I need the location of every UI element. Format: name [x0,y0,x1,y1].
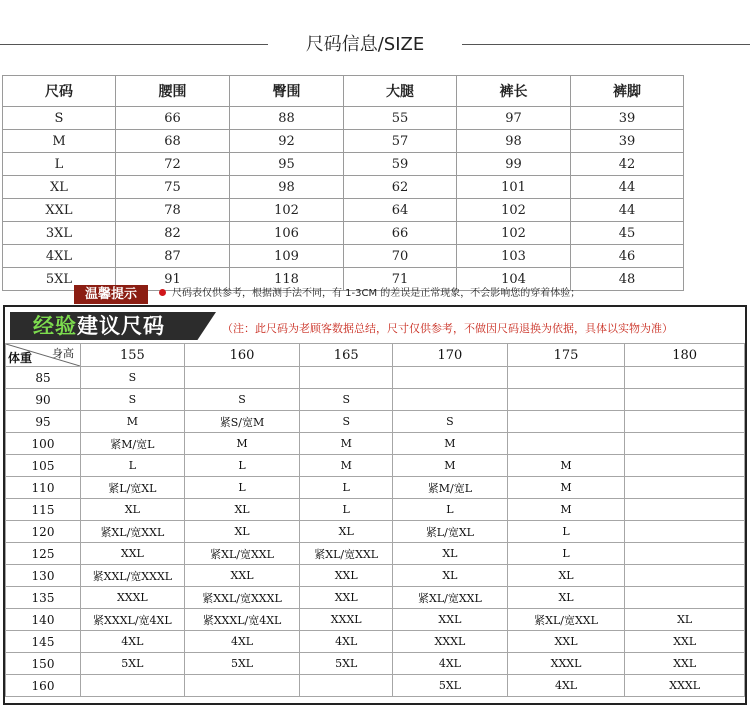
size-cell: 102 [457,222,571,245]
recommend-cell: XL [300,521,393,543]
size-cell: 39 [571,130,684,153]
recommend-cell: XXL [625,631,745,653]
recommend-cell: XL [393,543,508,565]
size-blank-cell [684,199,749,222]
size-cell: 48 [571,268,684,291]
recommend-cell: M [81,411,185,433]
size-table-row [3,222,749,245]
recommend-cell: XXL [184,565,300,587]
recommend-cell: XXXL [625,675,745,697]
tip-badge: 温馨提示 [74,285,148,304]
recommend-cell [393,367,508,389]
weight-label-cell: 160 [6,675,81,697]
recommend-cell: L [507,543,625,565]
size-header-cell: 裤长 [457,76,571,107]
weight-label-cell: 145 [6,631,81,653]
size-cell: 78 [116,199,230,222]
recommend-title [33,312,165,340]
size-cell: 71 [344,268,457,291]
size-cell: 45 [571,222,684,245]
recommend-header-row [6,344,745,367]
recommend-cell: L [81,455,185,477]
recommend-cell [625,521,745,543]
size-cell: 99 [457,153,571,176]
recommend-cell: M [184,433,300,455]
size-cell: S [3,107,116,130]
size-table-row [3,176,749,199]
size-cell: XXL [3,199,116,222]
size-cell: 46 [571,245,684,268]
size-cell: 66 [116,107,230,130]
recommend-panel [3,305,747,705]
size-header-cell: 裤脚 [571,76,684,107]
recommend-row [6,565,745,587]
recommend-cell [300,367,393,389]
recommend-cell: L [184,455,300,477]
size-table [2,75,749,291]
weight-label-cell: 90 [6,389,81,411]
size-cell: 95 [230,153,344,176]
size-cell: 91 [116,268,230,291]
height-header-cell: 165 [300,344,393,367]
size-cell: 92 [230,130,344,153]
recommend-row [6,433,745,455]
recommend-cell [625,499,745,521]
recommend-row [6,389,745,411]
size-cell: 4XL [3,245,116,268]
recommend-row [6,499,745,521]
recommend-cell: 紧XL/宽XXL [507,609,625,631]
recommend-cell: XXL [625,653,745,675]
recommend-cell: 紧XXXL/宽4XL [81,609,185,631]
size-cell: 44 [571,199,684,222]
size-header-cell: 大腿 [344,76,457,107]
recommend-cell: 5XL [393,675,508,697]
recommend-cell: 5XL [81,653,185,675]
weight-label-cell: 85 [6,367,81,389]
recommend-title-part1: 经验 [33,314,77,338]
recommend-row [6,411,745,433]
size-cell: 103 [457,245,571,268]
recommend-cell: M [507,477,625,499]
recommend-cell: 紧S/宽M [184,411,300,433]
recommend-row [6,675,745,697]
size-cell: 62 [344,176,457,199]
recommend-cell: S [393,411,508,433]
recommend-cell: XL [625,609,745,631]
recommend-cell: S [81,367,185,389]
weight-label-cell: 100 [6,433,81,455]
recommend-cell [625,543,745,565]
recommend-table [5,343,745,697]
recommend-cell: 紧XL/宽XXL [300,543,393,565]
size-cell: 57 [344,130,457,153]
recommend-cell: M [300,433,393,455]
size-cell: 72 [116,153,230,176]
recommend-cell: S [184,389,300,411]
recommend-row [6,367,745,389]
recommend-cell: L [184,477,300,499]
size-cell: 101 [457,176,571,199]
recommend-cell: XXL [81,543,185,565]
recommend-cell [507,411,625,433]
size-table-row [3,245,749,268]
size-cell: 106 [230,222,344,245]
size-cell: 42 [571,153,684,176]
size-cell: 102 [457,199,571,222]
recommend-cell: 紧L/宽XL [393,521,508,543]
bullet-icon [159,289,166,296]
weight-label-cell: 110 [6,477,81,499]
recommend-cell: XL [507,587,625,609]
size-cell: 104 [457,268,571,291]
size-header-cell: 腰围 [116,76,230,107]
height-header-cell: 160 [184,344,300,367]
weight-label-cell: 135 [6,587,81,609]
recommend-cell [625,477,745,499]
recommend-cell [625,367,745,389]
recommend-cell: 5XL [184,653,300,675]
recommend-header [5,307,745,344]
corner-weight-label: 体重 [8,351,33,365]
recommend-cell: L [507,521,625,543]
size-cell: 88 [230,107,344,130]
size-blank-cell [684,176,749,199]
weight-label-cell: 125 [6,543,81,565]
size-table-row [3,153,749,176]
recommend-cell: XL [184,521,300,543]
recommend-row [6,587,745,609]
recommend-row [6,609,745,631]
recommend-row [6,631,745,653]
size-table-row [3,107,749,130]
recommend-cell: XXL [507,631,625,653]
size-cell: 109 [230,245,344,268]
size-cell: 3XL [3,222,116,245]
recommend-cell: XL [393,565,508,587]
recommend-cell: 4XL [507,675,625,697]
recommend-cell: 紧XXL/宽XXXL [81,565,185,587]
recommend-cell: XXL [300,587,393,609]
size-cell: 39 [571,107,684,130]
size-header-cell: 尺码 [3,76,116,107]
size-blank-cell [684,76,749,107]
size-cell: 98 [230,176,344,199]
size-blank-cell [684,130,749,153]
size-cell: 59 [344,153,457,176]
recommend-cell [184,367,300,389]
size-cell: 82 [116,222,230,245]
size-cell: 5XL [3,268,116,291]
recommend-cell: S [300,411,393,433]
recommend-cell [507,367,625,389]
size-cell: 70 [344,245,457,268]
size-table-row [3,199,749,222]
recommend-cell: 紧M/宽L [393,477,508,499]
recommend-cell: XXL [393,609,508,631]
recommend-cell: XXXL [300,609,393,631]
header-divider-right [462,44,750,45]
recommend-cell [184,675,300,697]
size-blank-cell [684,107,749,130]
recommend-cell [625,389,745,411]
recommend-cell: 紧XL/宽XXL [184,543,300,565]
header-divider-left [0,44,268,45]
size-cell: 118 [230,268,344,291]
weight-label-cell: 130 [6,565,81,587]
size-cell: 44 [571,176,684,199]
size-cell: 87 [116,245,230,268]
size-cell: 75 [116,176,230,199]
size-cell: 64 [344,199,457,222]
recommend-cell: M [300,455,393,477]
recommend-row [6,477,745,499]
recommend-cell: XXXL [507,653,625,675]
weight-label-cell: 120 [6,521,81,543]
recommend-cell [625,411,745,433]
height-header-cell: 180 [625,344,745,367]
recommend-cell [393,389,508,411]
recommend-cell: 紧XL/宽XXL [81,521,185,543]
recommend-cell: S [81,389,185,411]
page-header [0,30,750,60]
recommend-cell: 5XL [300,653,393,675]
recommend-row [6,653,745,675]
recommend-cell: M [393,433,508,455]
size-blank-cell [684,153,749,176]
recommend-cell [625,433,745,455]
recommend-cell: XL [507,565,625,587]
weight-label-cell: 95 [6,411,81,433]
recommend-cell: S [300,389,393,411]
recommend-cell: XXXL [81,587,185,609]
recommend-cell: 4XL [81,631,185,653]
recommend-cell [625,565,745,587]
recommend-cell: XL [81,499,185,521]
weight-label-cell: 105 [6,455,81,477]
recommend-cell: 4XL [300,631,393,653]
recommend-cell: L [393,499,508,521]
recommend-cell: M [507,455,625,477]
recommend-cell: M [507,499,625,521]
recommend-title-part2: 建议尺码 [77,314,165,338]
recommend-cell: M [393,455,508,477]
size-cell: L [3,153,116,176]
recommend-cell [300,675,393,697]
size-blank-cell [684,222,749,245]
tip-bar [0,283,750,305]
recommend-cell: 4XL [184,631,300,653]
size-cell: 98 [457,130,571,153]
height-header-cell: 155 [81,344,185,367]
size-table-row [3,130,749,153]
size-cell: 97 [457,107,571,130]
page-title: 尺码信息/SIZE [305,34,425,55]
size-cell: XL [3,176,116,199]
size-cell: 66 [344,222,457,245]
recommend-cell [507,433,625,455]
tip-text: 尺码表仅供参考，根据测手法不同，有 1-3CM 的差误是正常现象，不会影响您的穿着体验； [172,288,581,299]
recommend-row [6,543,745,565]
weight-label-cell: 150 [6,653,81,675]
size-cell: 102 [230,199,344,222]
recommend-cell: XXL [300,565,393,587]
corner-height-label: 身高 [52,347,74,360]
corner-cell [6,344,81,367]
size-cell: 68 [116,130,230,153]
recommend-note: （注：此尺码为老顾客数据总结，尺寸仅供参考，不做因尺码退换为依据，具体以实物为准） [222,322,673,335]
recommend-cell: 紧XXL/宽XXXL [184,587,300,609]
size-cell: M [3,130,116,153]
recommend-cell: L [300,477,393,499]
size-blank-cell [684,245,749,268]
recommend-cell: XL [184,499,300,521]
recommend-cell [507,389,625,411]
size-header-cell: 臀围 [230,76,344,107]
recommend-row [6,521,745,543]
size-table-header [3,76,749,107]
recommend-cell: XXXL [393,631,508,653]
recommend-cell: 紧M/宽L [81,433,185,455]
recommend-cell [81,675,185,697]
height-header-cell: 170 [393,344,508,367]
recommend-row [6,455,745,477]
recommend-cell: 4XL [393,653,508,675]
size-cell: 55 [344,107,457,130]
recommend-cell: L [300,499,393,521]
recommend-cell: 紧XL/宽XXL [393,587,508,609]
recommend-cell: 紧XXXL/宽4XL [184,609,300,631]
height-header-cell: 175 [507,344,625,367]
corner-diagonal [6,344,80,366]
recommend-cell [625,587,745,609]
recommend-cell: 紧L/宽XL [81,477,185,499]
weight-label-cell: 115 [6,499,81,521]
recommend-cell [625,455,745,477]
weight-label-cell: 140 [6,609,81,631]
